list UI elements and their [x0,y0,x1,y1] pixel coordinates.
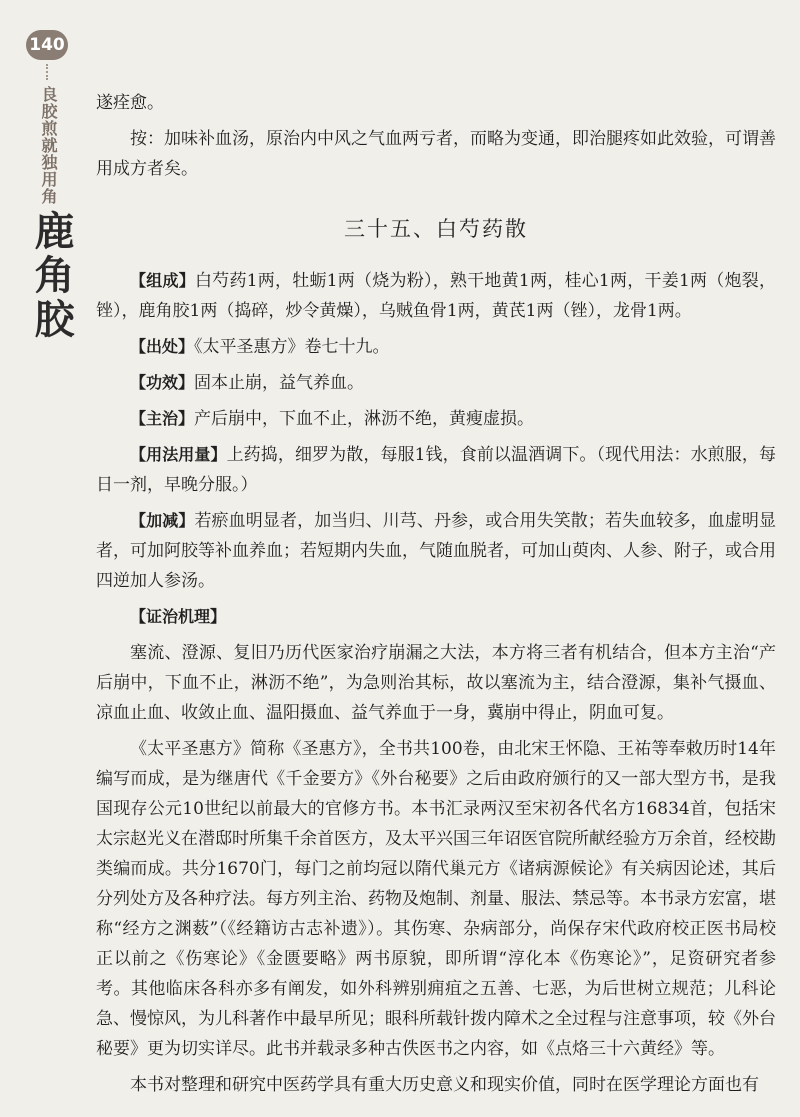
intro-note: 按：加味补血汤，原治内中风之气血两亏者，而略为变通，即治腿疼如此效验，可谓善用成方者矣。 [96,129,776,179]
dotted-divider [46,64,50,80]
modification-entry [96,506,776,596]
effect-label: 【功效】 [130,373,195,392]
effect-text: 固本止崩，益气养血。 [194,373,365,393]
page-content [96,88,776,1100]
body-paragraph-3: 本书对整理和研究中医药学具有重大历史意义和现实价值，同时在医学理论方面也有 [130,1075,759,1095]
page-number: 140 [26,30,68,60]
effect-entry [96,368,776,398]
composition-entry [96,266,776,326]
composition-text: 白芍药1两，牡蛎1两（烧为粉），熟干地黄1两，桂心1两，干姜1两（炮裂，锉），鹿角胶1两（捣碎，炒令黄燥），乌贼鱼骨1两，黄芪1两（锉），龙骨1两。 [96,271,776,321]
running-title: 良胶煎就独用角 [39,86,58,205]
intro-line: 遂痊愈。 [96,93,164,113]
usage-label: 【用法用量】 [130,445,227,464]
body-paragraph-1: 塞流、澄源、复旧乃历代医家治疗崩漏之大法，本方将三者有机结合，但本方主治“产后崩中，下血不止，淋沥不绝”，为急则治其标，故以塞流为主，结合澄源，集补气摄血、凉血止血、收敛止血、温阳摄血、益气养血于一身，冀崩中得止，阴血可复。 [96,643,776,723]
body-paragraph-2: 《太平圣惠方》简称《圣惠方》，全书共100卷，由北宋王怀隐、王祐等奉敕历时14年编写而成，是为继唐代《千金要方》《外台秘要》之后由政府颁行的又一部大型方书，是我国现存公元10世纪以前最大的官修方书。本书汇录两汉至宋初各代名方16834首，包括宋太宗赵光义在潜邸时所集千余首医方，及太平兴国三年诏医官院所献经验方万余首，经校勘类编而成。共分1670门，每门之前均冠以隋代巢元方《诸病源候论》有关病因论述，其后分列处方及各种疗法。每方列主治、药物及炮制、剂量、服法、禁忌等。本书录方宏富，堪称“经方之渊薮”（《经籍访古志补遗》）。其伤寒、杂病部分，尚保存宋代政府校正医书局校正以前之《伤寒论》《金匮要略》两书原貌，即所谓“淳化本《伤寒论》”，足资研究者参考。其他临床各科亦多有阐发，如外科辨别痈疽之五善、七恶，为后世树立规范；儿科论急、慢惊风，为儿科著作中最早所见；眼科所载针拨内障术之全过程与注意事项，较《外台秘要》更为切实详尽。此书并载录多种古佚医书之内容，如《点烙三十六黄经》等。 [96,739,776,1059]
composition-label: 【组成】 [130,271,195,290]
source-label: 【出处】 [130,337,195,356]
mechanism-entry [96,602,776,632]
indication-entry [96,404,776,434]
source-entry [96,332,776,362]
running-title-large: 鹿角胶 [28,210,75,342]
mechanism-label: 【证治机理】 [130,607,227,626]
modification-text: 若瘀血明显者，加当归、川芎、丹参，或合用失笑散；若失血较多，血虚明显者，可加阿胶等补血养血；若短期内失血，气随血脱者，可加山萸肉、人参、附子，或合用四逆加人参汤。 [96,511,776,591]
source-text: 《太平圣惠方》卷七十九。 [194,337,390,357]
usage-entry [96,440,776,500]
indication-label: 【主治】 [130,409,195,428]
usage-text: 上药捣，细罗为散，每服1钱，食前以温酒调下。（现代用法：水煎服，每日一剂，早晚分服。） [96,445,776,495]
modification-label: 【加减】 [130,511,195,530]
indication-text: 产后崩中，下血不止，淋沥不绝，黄瘦虚损。 [194,409,535,429]
section-heading: 三十五、白芍药散 [344,217,528,241]
